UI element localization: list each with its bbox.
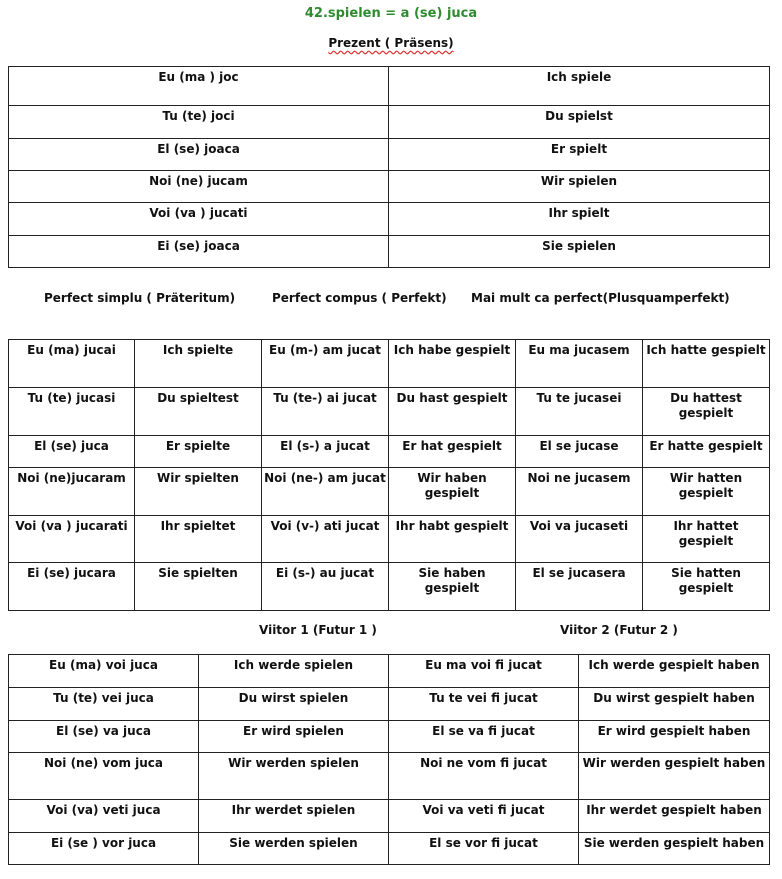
table-cell: Eu ma voi fi jucat [389, 655, 579, 688]
table-cell: Ei (se ) vor juca [9, 833, 199, 865]
table-cell: Voi (va) veti juca [9, 800, 199, 833]
table-row [9, 655, 770, 688]
table-row [9, 688, 770, 721]
table-cell: Ich spiele [389, 67, 770, 106]
table-cell: Sie hatten gespielt [643, 563, 770, 611]
table-cell: Du hattest gespielt [643, 388, 770, 436]
table-cell: Tu (te-) ai jucat [262, 388, 389, 436]
table-cell: El se vor fi jucat [389, 833, 579, 865]
table-row [9, 203, 770, 236]
table-cell: Du wirst spielen [199, 688, 389, 721]
table-cell: Tu (te) vei juca [9, 688, 199, 721]
table-row [9, 563, 770, 611]
table-cell: Ich hatte gespielt [643, 340, 770, 388]
table-cell: Tu (te) jucasi [9, 388, 135, 436]
table-cell: Eu (ma) voi juca [9, 655, 199, 688]
mai-mult-ca-perfect-heading: Mai mult ca perfect(Plusquamperfekt) [471, 291, 730, 305]
table-row [9, 388, 770, 436]
table-cell: Tu te jucasei [516, 388, 643, 436]
table-row [9, 753, 770, 800]
table-cell: Ich werde spielen [199, 655, 389, 688]
table-cell: Er spielte [135, 436, 262, 468]
table-cell: Noi ne vom fi jucat [389, 753, 579, 800]
future-table [8, 654, 770, 865]
table-row [9, 833, 770, 865]
table-row [9, 516, 770, 563]
table-row [9, 236, 770, 268]
table-cell: Eu ma jucasem [516, 340, 643, 388]
table-cell: Sie spielen [389, 236, 770, 268]
table-cell: Ihr spielt [389, 203, 770, 236]
table-cell: Noi (ne) vom juca [9, 753, 199, 800]
viitor-1-heading: Viitor 1 (Futur 1 ) [259, 623, 377, 637]
table-cell: Sie haben gespielt [389, 563, 516, 611]
page-title: 42.spielen = a (se) juca [304, 6, 478, 21]
table-cell: Sie spielten [135, 563, 262, 611]
table-cell: Voi va jucaseti [516, 516, 643, 563]
table-cell: El (se) va juca [9, 721, 199, 753]
table-cell: Wir hatten gespielt [643, 468, 770, 516]
perfect-compus-heading: Perfect compus ( Perfekt) [272, 291, 447, 305]
table-cell: Voi (v-) ati jucat [262, 516, 389, 563]
viitor-2-heading: Viitor 2 (Futur 2 ) [560, 623, 678, 637]
table-cell: Ei (s-) au jucat [262, 563, 389, 611]
table-cell: Voi va veti fi jucat [389, 800, 579, 833]
table-cell: El (se) juca [9, 436, 135, 468]
table-cell: Du hast gespielt [389, 388, 516, 436]
table-cell: Ich habe gespielt [389, 340, 516, 388]
table-cell: Wir spielten [135, 468, 262, 516]
table-cell: Ihr spieltet [135, 516, 262, 563]
table-row [9, 800, 770, 833]
table-row [9, 436, 770, 468]
table-cell: Du spieltest [135, 388, 262, 436]
table-row [9, 139, 770, 171]
table-cell: Du wirst gespielt haben [579, 688, 770, 721]
table-cell: Tu (te) joci [9, 106, 389, 139]
table-cell: Ihr werdet gespielt haben [579, 800, 770, 833]
table-cell: Er wird spielen [199, 721, 389, 753]
table-row [9, 67, 770, 106]
table-cell: Tu te vei fi jucat [389, 688, 579, 721]
table-cell: Voi (va ) jucati [9, 203, 389, 236]
table-cell: El (se) joaca [9, 139, 389, 171]
prezent-heading [0, 36, 782, 50]
table-cell: Eu (ma) jucai [9, 340, 135, 388]
table-cell: Ei (se) joaca [9, 236, 389, 268]
table-row [9, 106, 770, 139]
table-cell: El (s-) a jucat [262, 436, 389, 468]
table-cell: Eu (m-) am jucat [262, 340, 389, 388]
table-cell: Ihr habt gespielt [389, 516, 516, 563]
table-cell: Ihr werdet spielen [199, 800, 389, 833]
table-cell: Sie werden gespielt haben [579, 833, 770, 865]
table-cell: Ihr hattet gespielt [643, 516, 770, 563]
table-cell: Ich werde gespielt haben [579, 655, 770, 688]
table-cell: Sie werden spielen [199, 833, 389, 865]
table-cell: Wir werden gespielt haben [579, 753, 770, 800]
table-cell: Noi (ne-) am jucat [262, 468, 389, 516]
prezent-heading-text: Prezent ( Präsens) [328, 36, 454, 50]
table-cell: El se jucasera [516, 563, 643, 611]
table-cell: Er spielt [389, 139, 770, 171]
table-row [9, 468, 770, 516]
table-cell: El se jucase [516, 436, 643, 468]
table-cell: Ich spielte [135, 340, 262, 388]
table-cell: Wir werden spielen [199, 753, 389, 800]
past-table [8, 339, 770, 611]
perfect-simplu-heading: Perfect simplu ( Präteritum) [44, 291, 236, 305]
prezent-table [8, 66, 770, 268]
table-cell: Noi ne jucasem [516, 468, 643, 516]
table-row [9, 721, 770, 753]
table-cell: Du spielst [389, 106, 770, 139]
table-cell: Eu (ma ) joc [9, 67, 389, 106]
table-cell: El se va fi jucat [389, 721, 579, 753]
table-row [9, 340, 770, 388]
table-cell: Wir spielen [389, 171, 770, 203]
table-cell: Er hatte gespielt [643, 436, 770, 468]
table-cell: Noi (ne)jucaram [9, 468, 135, 516]
table-row [9, 171, 770, 203]
table-cell: Noi (ne) jucam [9, 171, 389, 203]
table-cell: Ei (se) jucara [9, 563, 135, 611]
table-cell: Er wird gespielt haben [579, 721, 770, 753]
table-cell: Voi (va ) jucarati [9, 516, 135, 563]
table-cell: Er hat gespielt [389, 436, 516, 468]
table-cell: Wir haben gespielt [389, 468, 516, 516]
